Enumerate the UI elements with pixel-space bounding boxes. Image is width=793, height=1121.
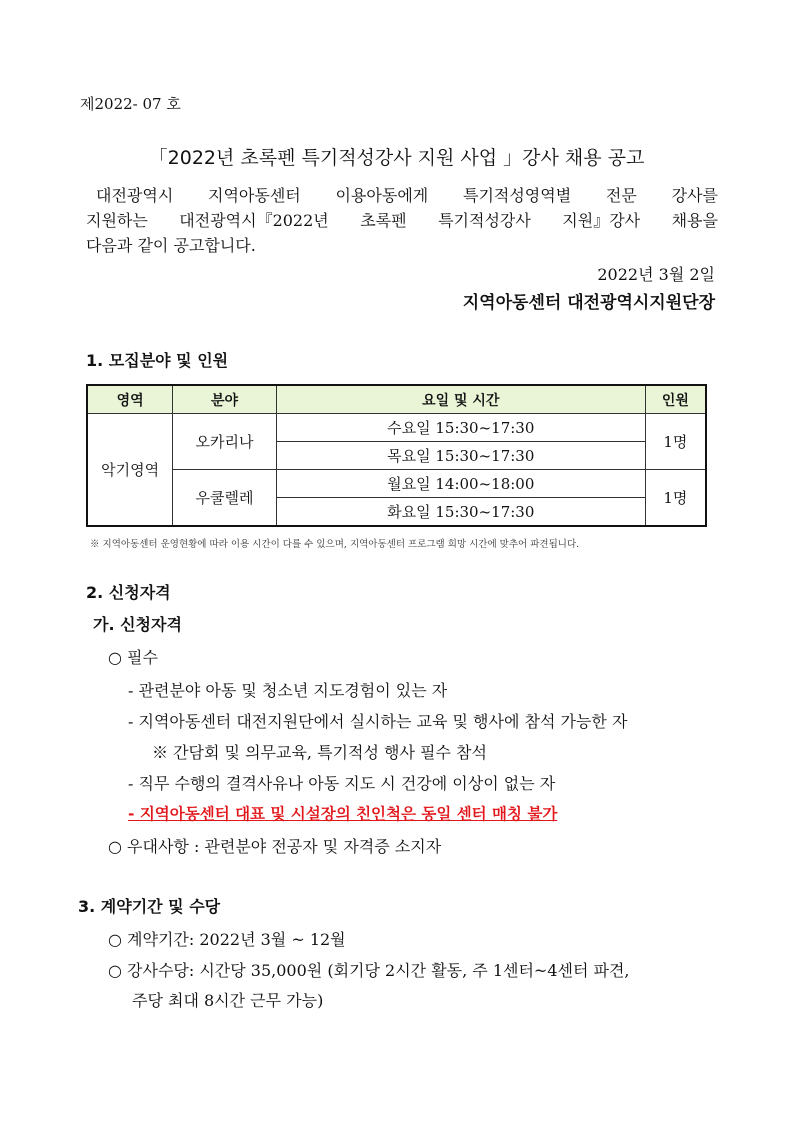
notice-number: 제2022- 07 호	[80, 95, 181, 113]
schedule-cell: 수요일 15:30~17:30	[276, 414, 645, 442]
intro-word: 지역아동센터	[208, 186, 301, 205]
table-footnote: ※ 지역아동센터 운영현황에 따라 이용 시간이 다를 수 있으며, 지역아동센터 프로그램 희망 시간에 맞추어 파견됩니다.	[90, 539, 580, 550]
count-cell: 1명	[645, 470, 706, 527]
page-title: 「2022년 초록펜 특기적성강사 지원 사업 」강사 채용 공고	[148, 147, 645, 169]
intro-line-3	[86, 233, 718, 258]
section2-heading: 2. 신청자격	[86, 583, 171, 602]
section2-subheading: 가. 신청자격	[93, 615, 182, 634]
area-cell: 악기영역	[87, 414, 173, 527]
field-cell: 우쿨렐레	[173, 470, 277, 527]
intro-word: 다음과 같이 공고합니다.	[86, 236, 256, 255]
preferred-qualification: ○ 우대사항 : 관련분야 전공자 및 자격증 소지자	[108, 837, 442, 856]
field-cell: 오카리나	[173, 414, 277, 470]
requirement-note: ※ 간담회 및 의무교육, 특기적성 행사 필수 참석	[152, 743, 487, 762]
header-area: 영역	[87, 385, 173, 414]
intro-word: 초록펜	[360, 211, 407, 230]
intro-word: 채용을	[671, 211, 718, 230]
section3-heading: 3. 계약기간 및 수당	[78, 897, 221, 916]
table-row	[87, 470, 706, 498]
intro-word: 지원하는	[86, 211, 148, 230]
recruitment-table	[86, 384, 707, 527]
intro-word: 강사를	[671, 186, 718, 205]
required-label: ○ 필수	[108, 648, 158, 667]
requirement-item: - 관련분야 아동 및 청소년 지도경험이 있는 자	[128, 681, 448, 700]
announcement-date: 2022년 3월 2일	[597, 265, 715, 284]
intro-word: 이용아동에게	[335, 186, 429, 205]
requirement-item: - 직무 수행의 결격사유나 아동 지도 시 건강에 이상이 없는 자	[128, 774, 556, 793]
instructor-pay-cont: 주당 최대 8시간 근무 가능)	[132, 991, 324, 1010]
intro-word: 전문	[605, 186, 637, 205]
instructor-pay: ○ 강사수당: 시간당 35,000원 (회기당 2시간 활동, 주 1센터~4센터 파견,	[108, 961, 630, 980]
intro-paragraph	[86, 183, 718, 258]
schedule-cell: 월요일 14:00~18:00	[276, 470, 645, 498]
intro-word: 특기적성강사	[438, 211, 531, 230]
intro-word: 대전광역시	[96, 186, 174, 205]
schedule-cell: 목요일 15:30~17:30	[276, 442, 645, 470]
intro-line-2	[86, 208, 718, 233]
requirement-item: - 지역아동센터 대전지원단에서 실시하는 교육 및 행사에 참석 가능한 자	[128, 712, 628, 731]
section1-heading: 1. 모집분야 및 인원	[86, 351, 229, 370]
header-field: 분야	[173, 385, 277, 414]
warning-item: - 지역아동센터 대표 및 시설장의 친인척은 동일 센터 매칭 불가	[128, 805, 558, 823]
table-row	[87, 414, 706, 442]
intro-word: 대전광역시『2022년	[179, 211, 329, 230]
intro-word: 특기적성영역별	[462, 186, 572, 205]
contract-period: ○ 계약기간: 2022년 3월 ~ 12월	[108, 930, 346, 949]
intro-line-1	[86, 183, 718, 208]
issuer-name: 지역아동센터 대전광역시지원단장	[462, 293, 715, 313]
header-schedule: 요일 및 시간	[276, 385, 645, 414]
header-count: 인원	[645, 385, 706, 414]
count-cell: 1명	[645, 414, 706, 470]
table-header-row	[87, 385, 706, 414]
intro-word: 지원』강사	[562, 211, 641, 230]
schedule-cell: 화요일 15:30~17:30	[276, 498, 645, 527]
